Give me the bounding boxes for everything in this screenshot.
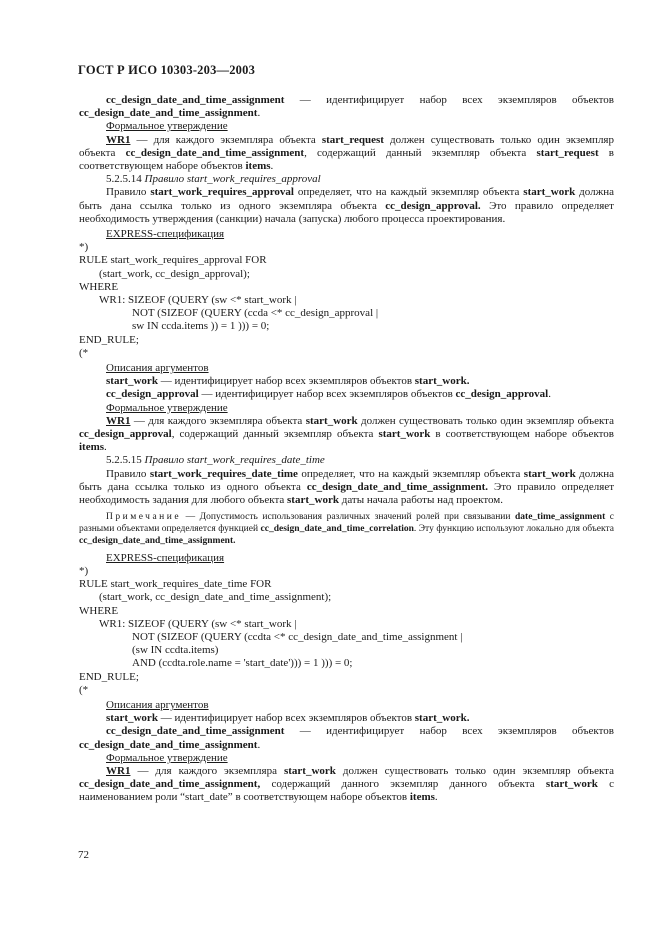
text: Правило — [106, 467, 150, 480]
text: — идентифицирует набор всех экземпляров объектов — [284, 94, 614, 106]
text: — идентифицирует набор всех экземпляров объектов — [284, 725, 614, 738]
term: start_work — [378, 428, 431, 441]
term: cc_design_approval — [455, 388, 549, 401]
term: start_work — [106, 712, 158, 725]
text: Это правило определяет необходимость утверждения (санкции) начала (запуска) любого процесса проектирования. — [79, 199, 614, 225]
term: start_work_requires_date_time — [149, 467, 298, 480]
term: start_work. — [414, 712, 470, 725]
code-line: WR1: SIZEOF (QUERY (sw <* start_work | — [99, 294, 297, 307]
arguments-heading: Описания аргументов — [106, 362, 209, 375]
text: должен существовать только один экземпляр объекта — [79, 133, 614, 159]
wr-label: WR1 — [106, 133, 131, 146]
formal-heading: Формальное утверждение — [106, 751, 228, 764]
formal-statement — [79, 134, 614, 174]
text: — для каждого экземпляра объекта — [130, 414, 306, 427]
code-line: (* — [79, 683, 89, 696]
section-heading — [79, 454, 614, 467]
page-number: 72 — [78, 849, 89, 861]
text: , содержащий данный экземпляр объекта — [304, 146, 537, 159]
term: cc_design_date_and_time_assignment — [106, 94, 285, 106]
code-line: WR1: SIZEOF (QUERY (sw <* start_work | — [99, 617, 297, 630]
term: cc_design_approval — [79, 428, 172, 441]
text: с наименованием роли “start_date” в соответствующем наборе объектов — [79, 778, 614, 804]
argument-description — [79, 712, 614, 725]
term: start_work_requires_approval — [150, 186, 294, 199]
section-title: Правило start_work_requires_approval — [144, 173, 321, 186]
code-line: sw IN ccda.items )) = 1 ))) = 0; — [132, 320, 270, 333]
code-line: END_RULE; — [79, 333, 139, 346]
text: должен существовать только один экземпляр объекта — [335, 764, 614, 777]
note-label: Примечание — [106, 512, 182, 523]
page-content — [79, 94, 614, 805]
section-number: 5.2.5.14 — [106, 173, 145, 186]
document-header: ГОСТ Р ИСО 10303-203—2003 — [78, 63, 256, 77]
term: cc_design_date_and_time_assignment, — [79, 778, 261, 791]
text: Правило — [106, 186, 151, 199]
section-title: Правило start_work_requires_date_time — [144, 454, 325, 467]
express-code — [79, 565, 614, 697]
text: должна быть дана ссылка только из одного объекта — [79, 467, 614, 493]
text: — Допустимость использования различных значений ролей при связывании — [181, 512, 515, 523]
code-line: *) — [79, 241, 89, 254]
text: . — [434, 791, 438, 804]
term: start_request — [321, 133, 384, 146]
term: date_time_assignment — [515, 512, 606, 523]
code-line: WHERE — [79, 604, 119, 617]
text: — идентифицирует набор всех экземпляров объектов — [198, 388, 456, 401]
text: определяет, что на каждый экземпляр объекта — [293, 186, 524, 199]
text: — идентифицирует набор всех экземпляров объектов — [157, 375, 415, 388]
term: cc_design_date_and_time_assignment — [125, 146, 305, 159]
code-line: NOT (SIZEOF (QUERY (ccda <* cc_design_approval | — [132, 307, 379, 320]
term: start_request — [536, 146, 599, 159]
term: cc_design_date_and_time_correlation — [260, 524, 414, 535]
code-line: (start_work, cc_design_date_and_time_assignment); — [99, 591, 332, 604]
text: . — [257, 738, 261, 751]
argument-description — [79, 375, 614, 388]
text: . — [548, 388, 551, 401]
text: даты начала работы над проектом. — [338, 494, 503, 507]
text: — для каждого экземпляра объекта — [130, 133, 322, 146]
term: cc_design_date_and_time_assignment — [79, 107, 258, 120]
term: items — [409, 791, 435, 804]
express-code — [79, 241, 614, 360]
code-line: RULE start_work_requires_date_time FOR — [79, 578, 272, 591]
code-line: WHERE — [79, 280, 119, 293]
text: должна быть дана ссылка только из одного экземпляра объекта — [79, 186, 614, 212]
code-line: NOT (SIZEOF (QUERY (ccdta <* cc_design_date_and_time_assignment | — [132, 630, 463, 643]
term: cc_design_date_and_time_assignment — [79, 738, 258, 751]
text: содержащий данного экземпляр данного объекта — [260, 778, 546, 791]
code-line: *) — [79, 564, 89, 577]
wr-label: WR1 — [106, 764, 131, 777]
text: . Эту функцию используют локально для объекта — [413, 524, 614, 535]
argument-description — [79, 388, 614, 401]
formal-statement — [79, 415, 614, 455]
code-line: AND (ccdta.role.name = 'start_date'))) = 1 ))) = 0; — [132, 657, 353, 670]
text: . — [270, 160, 274, 173]
term: start_work — [305, 414, 358, 427]
term: start_work — [106, 375, 158, 388]
note-paragraph — [79, 512, 614, 547]
term: cc_design_approval — [106, 388, 199, 401]
term: items — [79, 441, 105, 454]
code-line: (start_work, cc_design_approval); — [99, 267, 250, 280]
term: start_work — [545, 778, 598, 791]
text: — для каждого экземпляра — [130, 764, 284, 777]
express-heading: EXPRESS-спецификация — [106, 551, 225, 564]
term: cc_design_date_and_time_assignment — [106, 725, 285, 738]
term: items — [245, 160, 271, 173]
section-heading — [79, 173, 614, 186]
term: cc_design_date_and_time_assignment. — [79, 535, 236, 546]
term: start_work — [287, 494, 339, 507]
formal-heading: Формальное утверждение — [106, 120, 228, 133]
term: start_work — [523, 186, 576, 199]
text: в соответствующем наборе объектов — [79, 146, 615, 173]
wr-label: WR1 — [106, 414, 131, 427]
text: в соответствующем наборе объектов — [430, 428, 614, 441]
text: должен существовать только один экземпляр объекта — [357, 414, 614, 427]
text: , содержащий данный экземпляр объекта — [171, 428, 379, 441]
code-line: (sw IN ccdta.items) — [132, 644, 219, 657]
term: cc_design_approval. — [385, 199, 481, 212]
term: start_work — [523, 467, 576, 480]
text: Это правило определяет необходимость задания для любого объекта — [79, 480, 615, 507]
text: — идентифицирует набор всех экземпляров объектов — [157, 712, 415, 725]
formal-statement — [79, 765, 614, 805]
arguments-heading: Описания аргументов — [106, 698, 209, 711]
rule-description — [79, 186, 614, 226]
text: . — [257, 107, 261, 120]
argument-description — [79, 725, 614, 751]
term: cc_design_date_and_time_assignment. — [306, 480, 489, 493]
code-line: RULE start_work_requires_approval FOR — [79, 254, 267, 267]
text: . — [104, 441, 107, 454]
argument-description — [79, 94, 614, 120]
section-number: 5.2.5.15 — [106, 454, 145, 467]
term: start_work — [283, 764, 336, 777]
text: с разными объектами определяется функцией — [79, 512, 615, 535]
express-heading: EXPRESS-спецификация — [106, 228, 225, 241]
code-line: (* — [79, 346, 89, 359]
rule-description — [79, 468, 614, 508]
text: определяет, что на каждый экземпляр объекта — [297, 467, 524, 480]
term: start_work. — [414, 375, 470, 388]
code-line: END_RULE; — [79, 670, 139, 683]
formal-heading: Формальное утверждение — [106, 401, 228, 414]
